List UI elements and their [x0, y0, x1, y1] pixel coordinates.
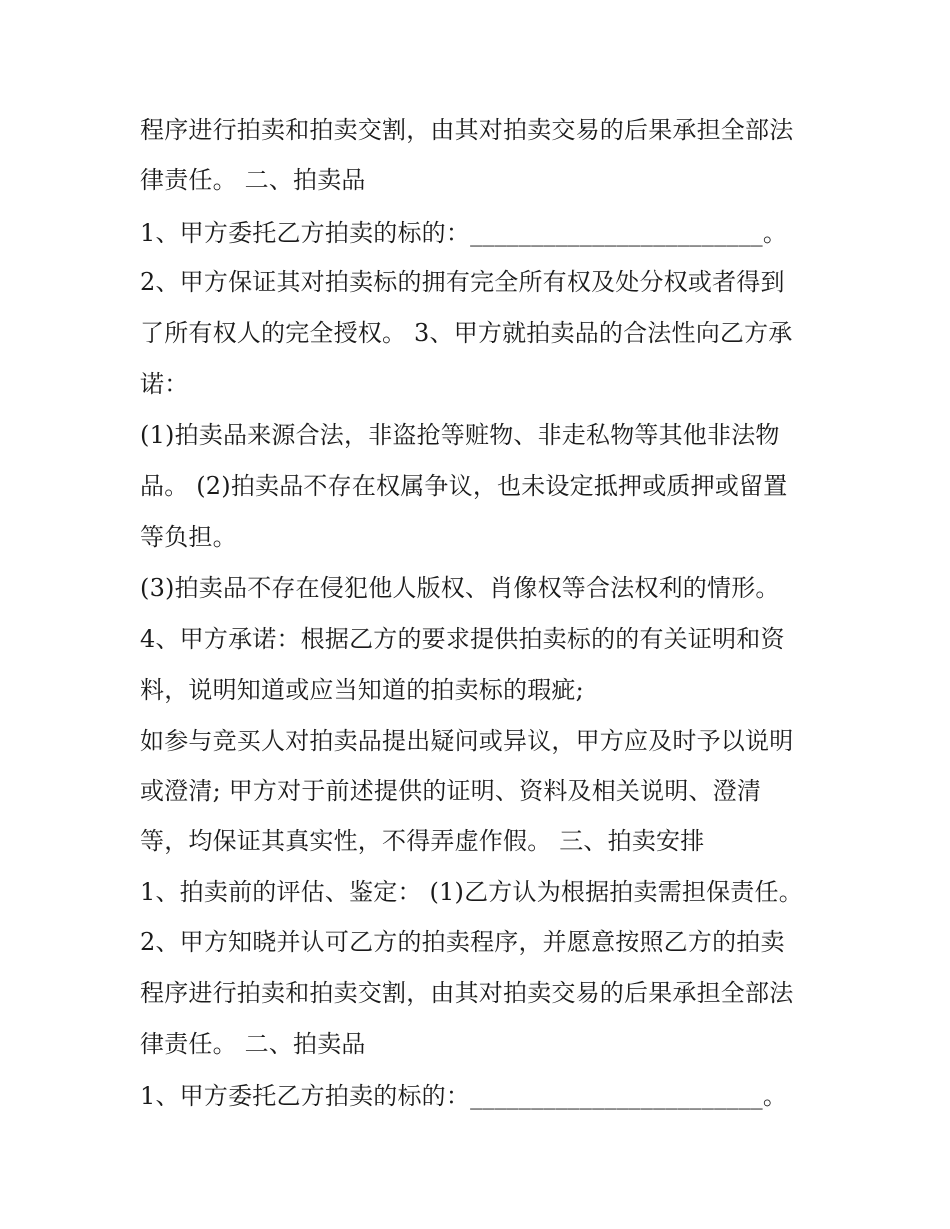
text-line: 程序进行拍卖和拍卖交割，由其对拍卖交易的后果承担全部法	[140, 979, 794, 1007]
text-line: 诺：	[140, 370, 189, 398]
text-line: 程序进行拍卖和拍卖交割，由其对拍卖交易的后果承担全部法	[140, 116, 794, 144]
text-line: 1、拍卖前的评估、鉴定： (1)乙方认为根据拍卖需担保责任。	[140, 878, 803, 906]
text-line: 2、甲方保证其对拍卖标的拥有完全所有权及处分权或者得到	[140, 268, 785, 296]
text-line: 1、甲方委托乙方拍卖的标的：________________________。	[140, 1082, 788, 1110]
text-line: (1)拍卖品来源合法，非盗抢等赃物、非走私物等其他非法物	[140, 421, 780, 449]
text-line: 1、甲方委托乙方拍卖的标的：________________________。	[140, 219, 788, 247]
text-line: 如参与竞买人对拍卖品提出疑问或异议，甲方应及时予以说明	[140, 727, 794, 755]
text-line: 等，均保证其真实性，不得弄虚作假。 三、拍卖安排	[140, 827, 705, 855]
text-line: 律责任。 二、拍卖品	[140, 1030, 366, 1058]
text-line: 了所有权人的完全授权。 3、甲方就拍卖品的合法性向乙方承	[140, 319, 793, 347]
text-line: 料，说明知道或应当知道的拍卖标的瑕疵;	[140, 676, 584, 704]
text-line: 品。 (2)拍卖品不存在权属争议，也未设定抵押或质押或留置	[140, 472, 788, 500]
text-line: 或澄清; 甲方对于前述提供的证明、资料及相关说明、澄清	[140, 777, 762, 805]
text-line: 4、甲方承诺：根据乙方的要求提供拍卖标的的有关证明和资	[140, 625, 785, 653]
text-line: 律责任。 二、拍卖品	[140, 166, 366, 194]
text-line: (3)拍卖品不存在侵犯他人版权、肖像权等合法权利的情形。	[140, 574, 780, 602]
text-line: 等负担。	[140, 523, 237, 551]
text-line: 2、甲方知晓并认可乙方的拍卖程序，并愿意按照乙方的拍卖	[140, 928, 785, 956]
